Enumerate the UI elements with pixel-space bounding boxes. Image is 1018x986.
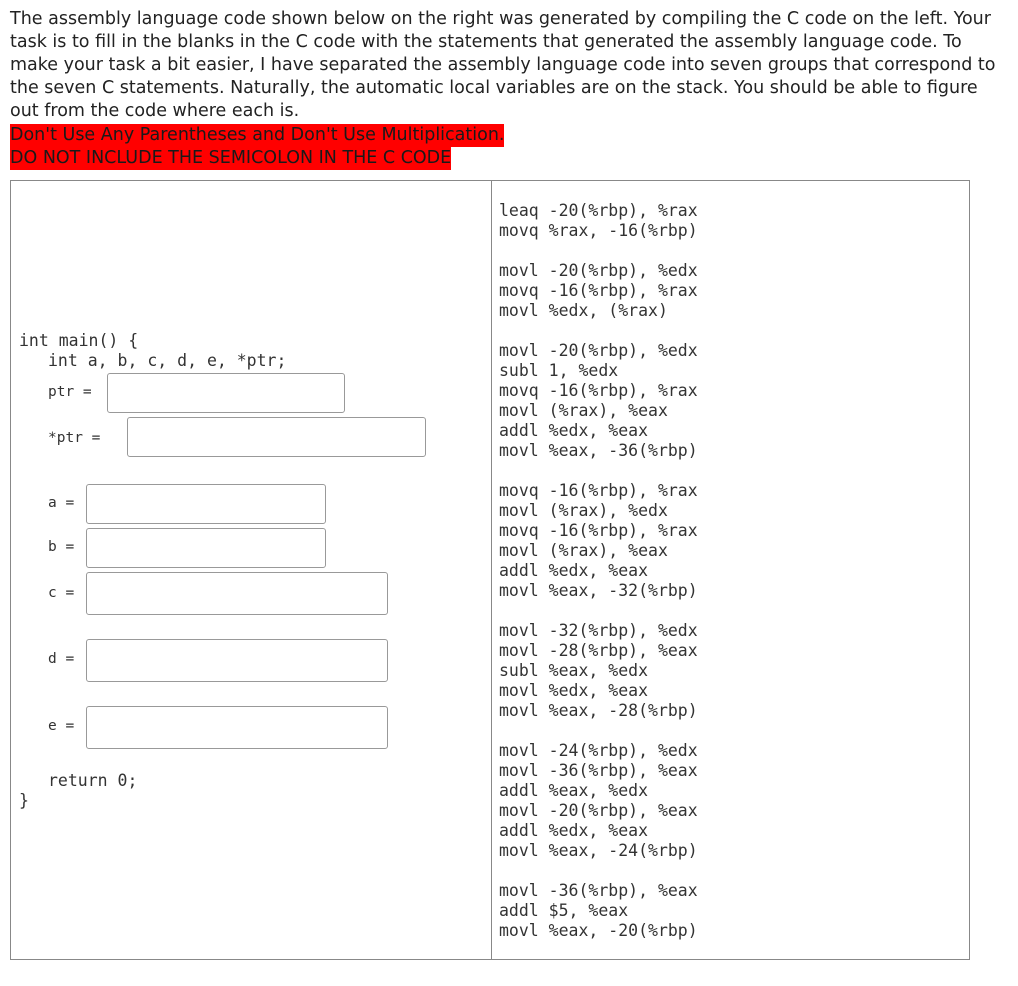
deref-ptr-label: *ptr = (48, 430, 101, 446)
c-label: c = (48, 585, 75, 601)
asm-group-5 (499, 621, 698, 721)
c-declaration: int a, b, c, d, e, *ptr; (48, 351, 287, 370)
asm-line: movl -20(%rbp), %edx (499, 341, 698, 360)
deref-ptr-input[interactable] (127, 417, 426, 457)
asm-line: movq -16(%rbp), %rax (499, 521, 698, 540)
asm-line: movq %rax, -16(%rbp) (499, 221, 698, 240)
asm-line: subl 1, %edx (499, 361, 619, 380)
asm-line: movq -16(%rbp), %rax (499, 381, 698, 400)
asm-line: movl (%rax), %eax (499, 401, 668, 420)
asm-line: movl -36(%rbp), %eax (499, 881, 698, 900)
b-label: b = (48, 539, 75, 555)
c-return: return 0; (48, 771, 138, 790)
asm-line: leaq -20(%rbp), %rax (499, 201, 698, 220)
asm-line: movl -24(%rbp), %edx (499, 741, 698, 760)
asm-line: addl %edx, %eax (499, 561, 649, 580)
asm-group-1 (499, 201, 698, 241)
asm-line: movq -16(%rbp), %rax (499, 481, 698, 500)
d-input[interactable] (86, 639, 388, 682)
a-input[interactable] (86, 484, 326, 524)
asm-group-4 (499, 481, 698, 601)
c-closing-brace: } (19, 791, 29, 810)
e-label: e = (48, 718, 75, 734)
asm-line: movl %eax, -28(%rbp) (499, 701, 698, 720)
asm-line: addl %edx, %eax (499, 821, 649, 840)
ptr-label: ptr = (48, 384, 92, 400)
asm-group-2 (499, 261, 698, 321)
asm-group-7 (499, 881, 698, 941)
asm-line: movl -36(%rbp), %eax (499, 761, 698, 780)
asm-line: movl %eax, -36(%rbp) (499, 441, 698, 460)
asm-line: movl -20(%rbp), %edx (499, 261, 698, 280)
asm-line: movq -16(%rbp), %rax (499, 281, 698, 300)
asm-line: movl %edx, %eax (499, 681, 649, 700)
asm-line: movl %eax, -32(%rbp) (499, 581, 698, 600)
c-main-header: int main() { (19, 331, 139, 350)
instructions (10, 8, 1000, 123)
asm-line: addl %eax, %edx (499, 781, 649, 800)
instructions-paragraph: The assembly language code shown below on the right was generated by compiling the C code on the left. Your task is to fill in the blanks in the C code with the statements that generated the assembly language code. To make your task a bit easier, I have separated the assembly language code into seven groups that correspond to the seven C statements. Naturally, the automatic local variables are on the stack. You should be able to figure out from the code where each is. (10, 9, 996, 121)
asm-line: subl %eax, %edx (499, 661, 649, 680)
column-divider (491, 181, 492, 959)
asm-group-3 (499, 341, 698, 461)
asm-line: movl %eax, -24(%rbp) (499, 841, 698, 860)
d-label: d = (48, 651, 75, 667)
asm-group-6 (499, 741, 698, 861)
warning-no-parentheses: Don't Use Any Parentheses and Don't Use Multiplication. (10, 125, 505, 145)
asm-line: movl %eax, -20(%rbp) (499, 921, 698, 940)
asm-line: movl (%rax), %edx (499, 501, 668, 520)
asm-line: addl $5, %eax (499, 901, 629, 920)
a-label: a = (48, 495, 75, 511)
warning-no-semicolon: DO NOT INCLUDE THE SEMICOLON IN THE C CODE (10, 148, 452, 168)
asm-line: addl %edx, %eax (499, 421, 649, 440)
asm-line: movl %edx, (%rax) (499, 301, 668, 320)
e-input[interactable] (86, 706, 388, 749)
c-input[interactable] (86, 572, 388, 615)
asm-line: movl -32(%rbp), %edx (499, 621, 698, 640)
asm-line: movl (%rax), %eax (499, 541, 668, 560)
question-table (10, 180, 970, 960)
asm-line: movl -28(%rbp), %eax (499, 641, 698, 660)
ptr-input[interactable] (107, 373, 345, 413)
b-input[interactable] (86, 528, 326, 568)
asm-line: movl -20(%rbp), %eax (499, 801, 698, 820)
